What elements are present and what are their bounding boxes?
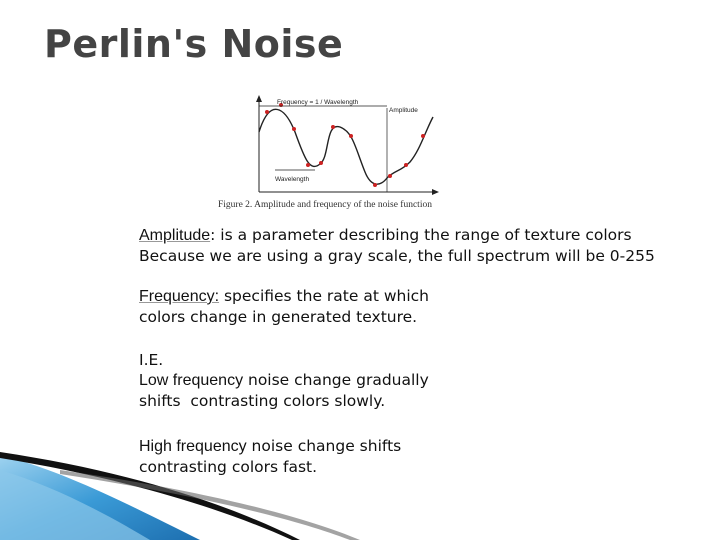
wave-sample-points bbox=[265, 103, 425, 187]
high-frequency-line-1 bbox=[139, 436, 401, 457]
amplitude-line-1 bbox=[139, 225, 655, 246]
y-axis-arrow bbox=[256, 95, 262, 102]
high-frequency-text-1: noise change shifts bbox=[246, 437, 402, 455]
amplitude-paragraph bbox=[139, 225, 655, 266]
high-frequency-text-2: contrasting colors fast. bbox=[139, 458, 318, 476]
x-axis-arrow bbox=[432, 189, 439, 195]
low-frequency-term: Low frequency bbox=[139, 372, 244, 389]
figure-caption: Figure 2. Amplitude and frequency of the noise function bbox=[218, 200, 432, 210]
frequency-term: Frequency: bbox=[139, 288, 220, 305]
high-frequency-term: High frequency bbox=[139, 438, 247, 455]
amplitude-label: Amplitude bbox=[389, 107, 418, 114]
amplitude-term: Amplitude bbox=[139, 227, 211, 244]
example-paragraph bbox=[139, 350, 429, 411]
noise-function-figure bbox=[215, 92, 475, 217]
frequency-text-1: specifies the rate at which bbox=[219, 287, 429, 305]
high-frequency-paragraph bbox=[139, 436, 401, 477]
frequency-paragraph bbox=[139, 286, 429, 327]
low-frequency-line-1 bbox=[139, 370, 429, 391]
ie-label: I.E. bbox=[139, 351, 164, 369]
slide-title: Perlin's Noise bbox=[44, 22, 344, 66]
wavelength-label: Wavelength bbox=[275, 176, 310, 183]
low-frequency-text-1: noise change gradually bbox=[243, 371, 429, 389]
amplitude-text-2: Because we are using a gray scale, the full spectrum will be 0-255 bbox=[139, 247, 655, 265]
frequency-line-1 bbox=[139, 286, 429, 307]
frequency-text-2: colors change in generated texture. bbox=[139, 308, 418, 326]
low-frequency-text-2: shifts contrasting colors slowly. bbox=[139, 392, 386, 410]
noise-wave bbox=[259, 109, 433, 184]
amplitude-text-1: : is a parameter describing the range of texture colors bbox=[210, 226, 632, 244]
frequency-label: Frequency = 1 / Wavelength bbox=[277, 99, 359, 106]
